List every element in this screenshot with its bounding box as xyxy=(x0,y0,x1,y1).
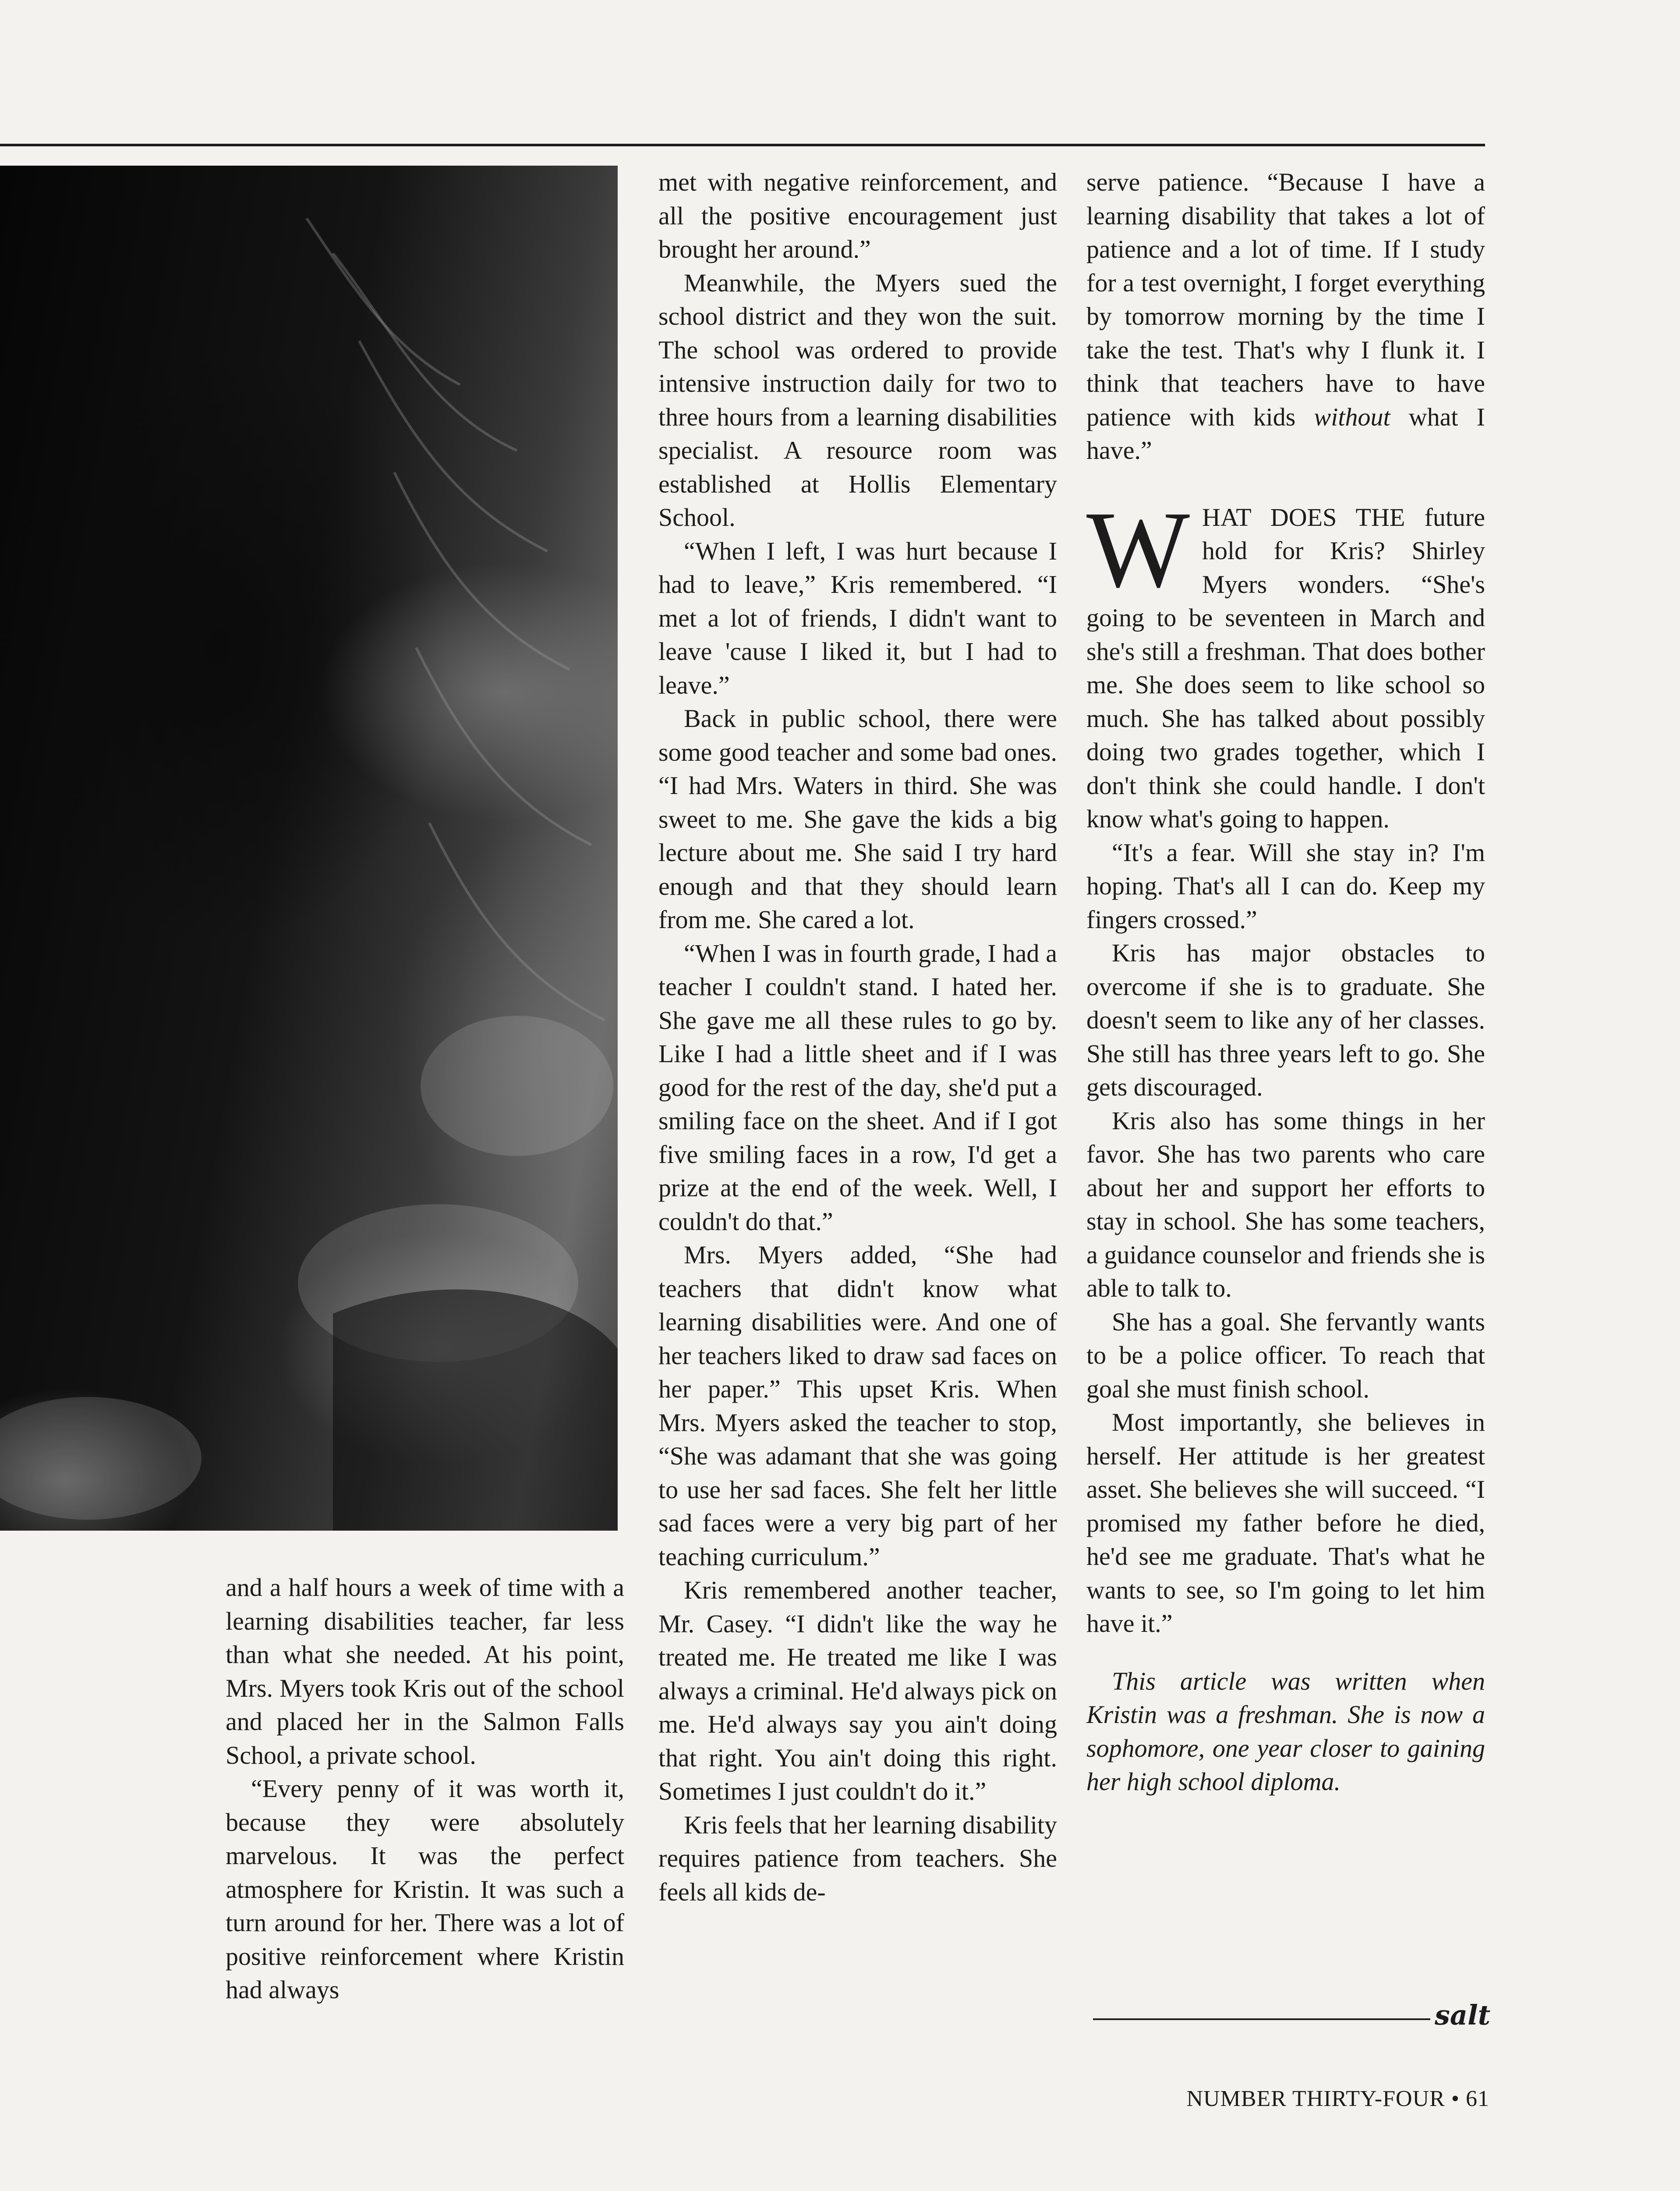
col2-paragraph: met with negative reinforcement, and all the positive encouragement just brought her around.” xyxy=(658,168,1057,263)
editor-note-text: This article was written when Kristin was a freshman. She is now a sophomore, one year closer to gaining her high school diploma. xyxy=(1086,1666,1485,1796)
drop-cap: W xyxy=(1086,489,1190,610)
col3-text: what I have.” xyxy=(1086,402,1485,464)
col2-paragraph: Meanwhile, the Myers sued the school district and they won the suit. The school was ordered to provide intensive instruction daily for two to three hours from a learning disabilities specialist. A resource room was established at Hollis Elementary School. xyxy=(658,268,1057,532)
col3-text: HAT DOES THE future hold for Kris? Shirley Myers wonders. “She's going to be seventeen in March and she's still a freshman. That does bother me. She does seem to like school so much. She has talked about possibly doing two grades together, which I don't think she could handle. I don't know what's going to happen. xyxy=(1086,503,1485,833)
signoff-rule xyxy=(1093,2018,1430,2020)
col3-paragraph: Kris has major obstacles to overcome if she is to graduate. She doesn't seem to like any of her classes. She still has three years left to go. She gets discouraged. xyxy=(1086,939,1485,1101)
col3-italic-word: without xyxy=(1314,402,1390,431)
col3-paragraph: “It's a fear. Will she stay in? I'm hoping. That's all I can do. Keep my fingers crossed.” xyxy=(1086,838,1485,934)
photo-texture xyxy=(0,166,618,1531)
col3-paragraph: Most importantly, she believes in herself. Her attitude is her greatest asset. She believes she will succeed. “I promised my father before he died, he'd see me graduate. That's what he wants to see, so I'm going to let him have it.” xyxy=(1086,1408,1485,1638)
salt-signature: salt xyxy=(1435,1999,1491,2031)
column-2 xyxy=(658,166,1057,1909)
article-photo xyxy=(0,166,618,1531)
column-3 xyxy=(1086,166,1485,1799)
col2-paragraph: Back in public school, there were some good teacher and some bad ones. “I had Mrs. Waters in third. She was sweet to me. She gave the kids a big lecture about me. She said I try hard enough and that they should learn from me. She cared a lot. xyxy=(658,704,1057,934)
col3-paragraph xyxy=(1086,166,1485,468)
col2-paragraph: Mrs. Myers added, “She had teachers that didn't know what learning disabilities were. And one of her teachers liked to draw sad faces on her paper.” This upset Kris. When Mrs. Myers asked the teacher to stop, “She was adamant that she was going to use her sad faces. She felt her little sad faces were a very big part of her teaching curriculum.” xyxy=(658,1241,1057,1571)
col3-paragraph-dropcap xyxy=(1086,489,1485,836)
col1-paragraph: “Every penny of it was worth it, because they were absolutely marvelous. It was the perfect atmosphere for Kristin. It was such a turn around for her. There was a lot of positive reinforcement where Kristin had always xyxy=(226,1774,624,2004)
col3-text: serve patience. “Because I have a learning disability that takes a lot of patience and a lot of time. If I study for a test overnight, I forget everything by tomorrow morning by the time I take the test. That's why I flunk it. I think that teachers have to have patience with kids xyxy=(1086,168,1485,431)
signoff xyxy=(1093,1999,1491,2038)
top-rule xyxy=(0,144,1485,146)
col2-paragraph: Kris remembered another teacher, Mr. Casey. “I didn't like the way he treated me. He treated me like I was always a criminal. He'd always pick on me. He'd always say you ain't doing that right. You ain't doing this right. Sometimes I just couldn't do it.” xyxy=(658,1576,1057,1805)
editor-note xyxy=(1086,1665,1485,1799)
col2-paragraph: “When I was in fourth grade, I had a teacher I couldn't stand. I hated her. She gave me all these rules to go by. Like I had a little sheet and if I was good for the rest of the day, she'd put a smiling face on the sheet. And if I got five smiling faces in a row, I'd get a prize at the end of the week. Well, I couldn't do that.” xyxy=(658,939,1057,1236)
col2-paragraph: “When I left, I was hurt because I had to leave,” Kris remembered. “I met a lot of friends, I didn't want to leave 'cause I liked it, but I had to leave.” xyxy=(658,536,1057,699)
col1-paragraph: and a half hours a week of time with a learning disabilities teacher, far less than what she needed. At his point, Mrs. Myers took Kris out of the school and placed her in the Salmon Falls School, a private school. xyxy=(226,1573,624,1769)
col2-paragraph: Kris feels that her learning disability requires patience from teachers. She feels all kids de- xyxy=(658,1810,1057,1906)
page-footer: NUMBER THIRTY-FOUR • 61 xyxy=(1186,2086,1489,2111)
column-1 xyxy=(226,1571,624,2007)
col3-paragraph: Kris also has some things in her favor. She has two parents who care about her and support her efforts to stay in school. She has some teachers, a guidance counselor and friends she is able to talk to. xyxy=(1086,1106,1485,1302)
col3-paragraph: She has a goal. She fervantly wants to be a police officer. To reach that goal she must finish school. xyxy=(1086,1307,1485,1403)
